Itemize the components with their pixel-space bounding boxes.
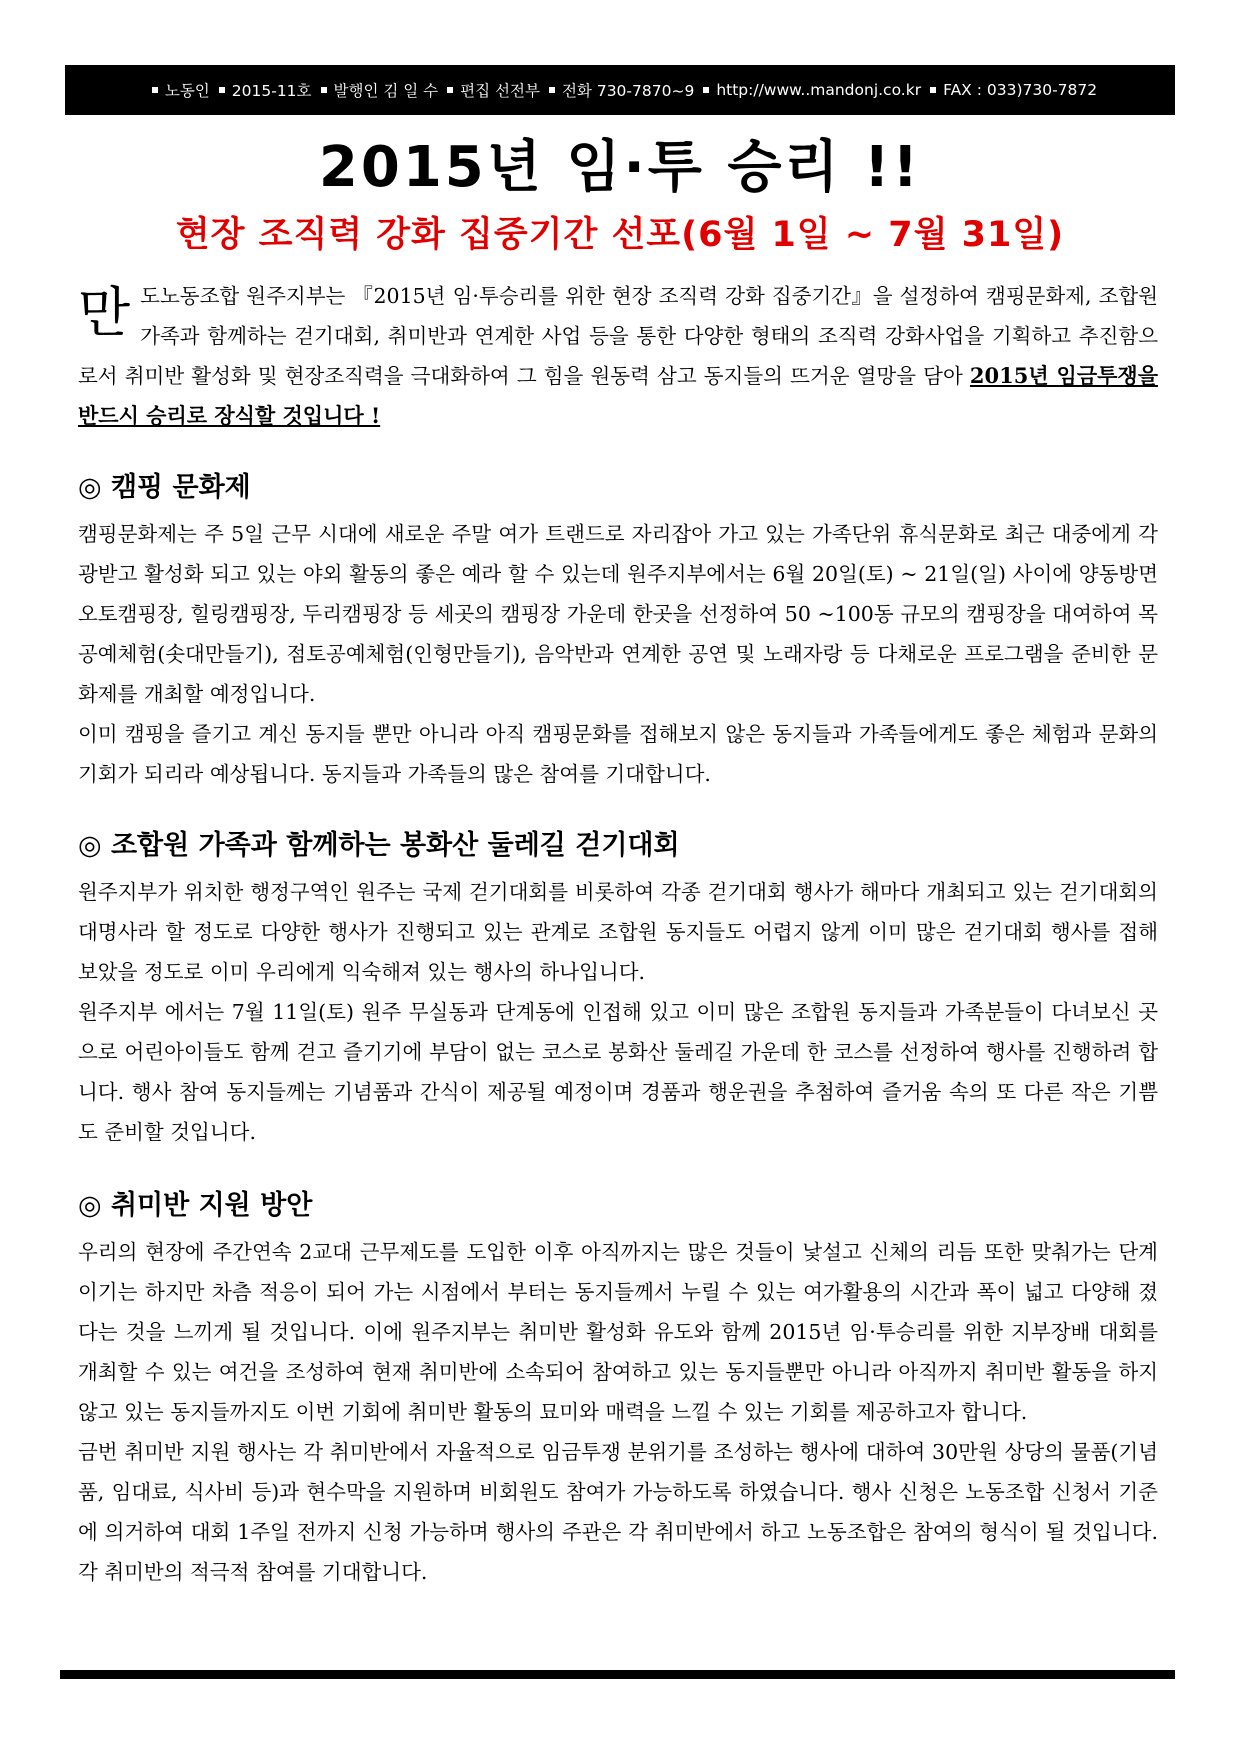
masthead-phone: 전화 730-7870~9 <box>540 79 694 101</box>
section-walking-event <box>78 820 1158 1152</box>
section-heading: ◎ 조합원 가족과 함께하는 봉화산 둘레길 걷기대회 <box>78 830 680 861</box>
section-paragraph: 원주지부가 위치한 행정구역인 원주는 국제 걷기대회를 비롯하여 각종 걷기대회 행사가 해마다 개최되고 있는 걷기대회의 대명사라 할 정도로 다양한 행사가 진행되고 있는 관계로 조합원 동지들도 어렵지 않게 이미 많은 걷기대회 행사를 접해 보았을 정도로 이미 우리에게 익숙해져 있는 행사의 하나입니다. <box>78 880 1158 984</box>
square-bullet-icon <box>703 87 709 93</box>
square-bullet-icon <box>447 87 453 93</box>
square-bullet-icon <box>930 87 936 93</box>
section-paragraph: 캠핑문화제는 주 5일 근무 시대에 새로운 주말 여가 트랜드로 자리잡아 가고 있는 가족단위 휴식문화로 최근 대중에게 각광받고 활성화 되고 있는 야외 활동의 좋은 예라 할 수 있는데 원주지부에서는 6월 20일(토) ~ 21일(일) 사이에 양동방면 오토캠핑장, 힐링캠핑장, 두리캠핑장 등 세곳의 캠핑장 가운데 한곳을 선정하여 50 ~100동 규모의 캠핑장을 대여하여 목공예체험(솟대만들기), 점토공예체험(인형만들기), 음악반과 연계한 공연 및 노래자랑 등 다채로운 프로그램을 준비한 문화제를 개최할 예정입니다. <box>78 522 1158 706</box>
section-paragraph: 이미 캠핑을 즐기고 계신 동지들 뿐만 아니라 아직 캠핑문화를 접해보지 않은 동지들과 가족들에게도 좋은 체험과 문화의 기회가 되리라 예상됩니다. 동지들과 가족들의 많은 참여를 기대합니다. <box>78 722 1158 786</box>
intro-paragraph-block <box>78 276 1158 436</box>
intro-text: 도노동조합 원주지부는 『2015년 임·투승리를 위한 현장 조직력 강화 집중기간』을 설정하여 캠핑문화제, 조합원가족과 함께하는 걷기대회, 취미반과 연계한 사업 등을 통한 다양한 형태의 조직력 강화사업을 기획하고 추진함으로서 취미반 활성화 및 현장조직력을 극대화하여 그 힘을 원동력 삼고 동지들의 뜨거운 열망을 담아 <box>78 284 1158 388</box>
masthead-bar <box>65 65 1175 115</box>
masthead-issue: 2015-11호 <box>210 79 312 101</box>
intro-emphasis: 2015년 임금투쟁을 반드시 승리로 장식할 것입니다 ! <box>78 363 1158 428</box>
square-bullet-icon <box>219 87 225 93</box>
masthead-editor: 편집 선전부 <box>438 79 540 101</box>
section-camping-festival <box>78 462 1158 794</box>
section-paragraph: 우리의 현장에 주간연속 2교대 근무제도를 도입한 이후 아직까지는 많은 것들이 낯설고 신체의 리듬 또한 맞춰가는 단계이기는 하지만 차츰 적응이 되어 가는 시점에서 부터는 동지들께서 누릴 수 있는 여가활용의 시간과 폭이 넓고 다양해 졌다는 것을 느끼게 될 것입니다. 이에 원주지부는 취미반 활성화 유도와 함께 2015년 임·투승리를 위한 지부장배 대회를 개최할 수 있는 여건을 조성하여 현재 취미반에 소속되어 참여하고 있는 동지들뿐만 아니라 아직까지 취미반 활동을 하지 않고 있는 동지들까지도 이번 기회에 취미반 활동의 묘미와 매력을 느낄 수 있는 기회를 제공하고자 합니다. <box>78 1240 1158 1424</box>
square-bullet-icon <box>152 87 158 93</box>
section-paragraph: 금번 취미반 지원 행사는 각 취미반에서 자율적으로 임금투쟁 분위기를 조성하는 행사에 대하여 30만원 상당의 물품(기념품, 임대료, 식사비 등)과 현수막을 지원하며 비회원도 참여가 가능하도록 하였습니다. 행사 신청은 노동조합 신청서 기준에 의거하여 대회 1주일 전까지 신청 가능하며 행사의 주관은 각 취미반에서 하고 노동조합은 참여의 형식이 될 것입니다. 각 취미반의 적극적 참여를 기대합니다. <box>78 1440 1158 1584</box>
section-paragraph: 원주지부 에서는 7월 11일(토) 원주 무실동과 단계동에 인접해 있고 이미 많은 조합원 동지들과 가족분들이 다녀보신 곳으로 어린아이들도 함께 걷고 즐기기에 부담이 없는 코스로 봉화산 둘레길 가운데 한 코스를 선정하여 행사를 진행하려 합니다. 행사 참여 동지들께는 기념품과 간식이 제공될 예정이며 경품과 행운권을 추첨하여 즐거움 속의 또 다른 작은 기쁨도 준비할 것입니다. <box>78 1000 1158 1144</box>
drop-cap: 만 <box>78 281 131 344</box>
masthead-website: http://www..mandonj.co.kr <box>694 81 921 99</box>
section-hobby-club-support <box>78 1180 1158 1592</box>
section-heading: ◎ 취미반 지원 방안 <box>78 1190 313 1221</box>
masthead-fax: FAX : 033)730-7872 <box>921 81 1097 99</box>
intro-paragraph <box>78 276 1158 436</box>
square-bullet-icon <box>549 87 555 93</box>
square-bullet-icon <box>321 87 327 93</box>
section-heading: ◎ 캠핑 문화제 <box>78 472 251 503</box>
page-subtitle: 현장 조직력 강화 집중기간 선포(6월 1일 ~ 7월 31일) <box>175 215 1065 255</box>
masthead-publication: 노동인 <box>143 79 210 101</box>
page-title: 2015년 임·투 승리 !! <box>318 135 922 200</box>
masthead-publisher: 발행인 김 일 수 <box>312 79 439 101</box>
footer-rule <box>60 1670 1175 1679</box>
